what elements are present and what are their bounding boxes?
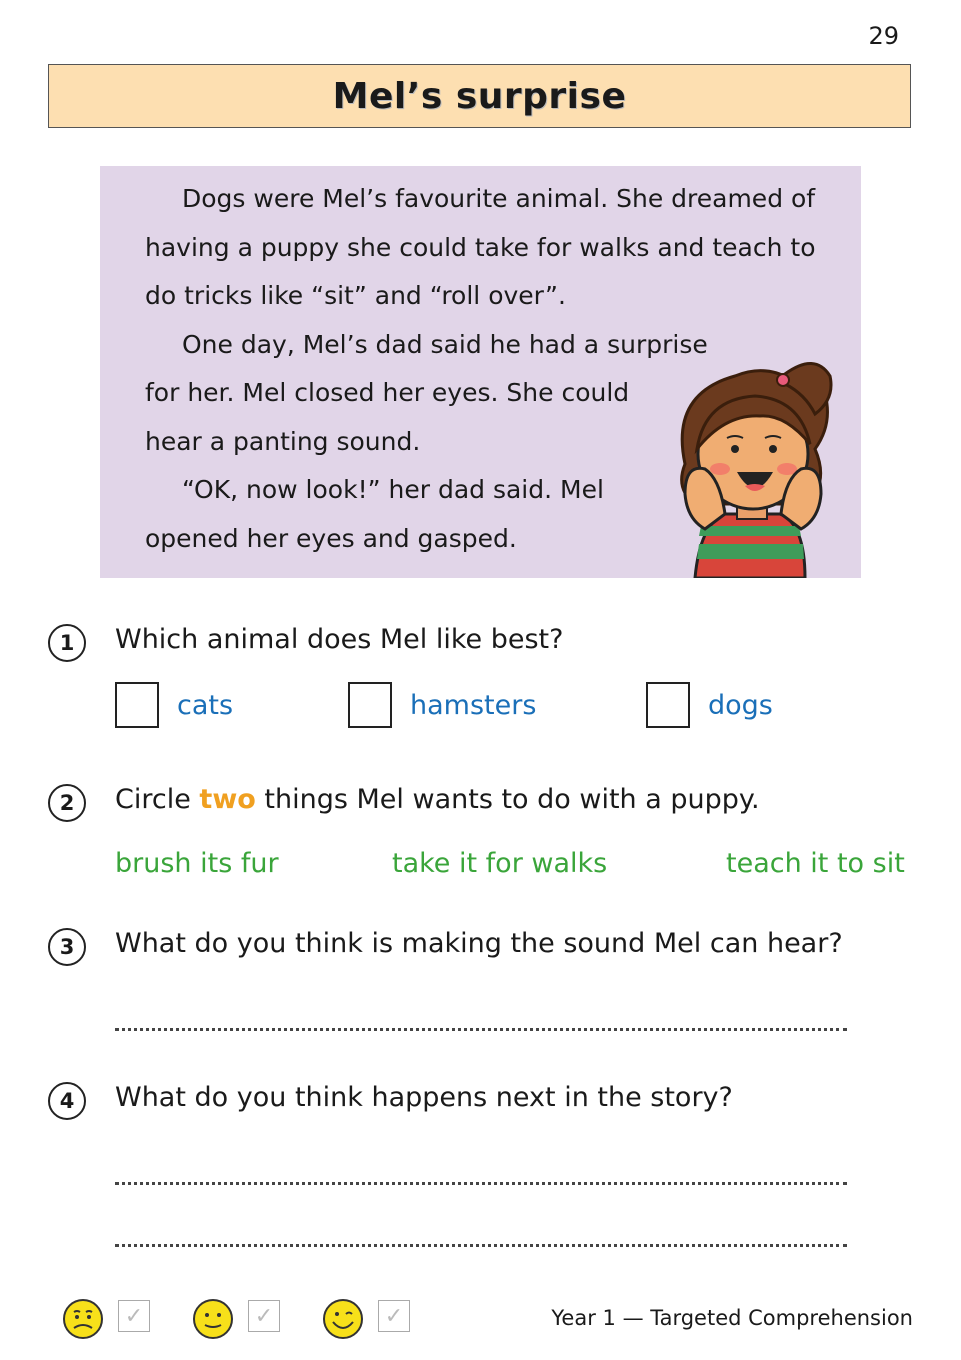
answer-option-cats[interactable] [115,682,233,728]
question-text-before: Circle [115,784,200,815]
option-label: dogs [708,689,773,721]
story-line: having a puppy she could take for walks and teach to [145,233,816,262]
check-icon[interactable]: ✓ [118,1300,150,1332]
question-text: What do you think happens next in the story? [115,1082,733,1113]
answer-line[interactable] [115,1244,847,1247]
circle-option-sit[interactable]: teach it to sit [726,848,905,879]
story-line: opened her eyes and gasped. [145,524,517,553]
question-number: 4 [48,1082,86,1120]
question-number: 2 [48,784,86,822]
circle-option-brush[interactable]: brush its fur [115,848,279,879]
footer-text: Year 1 — Targeted Comprehension [551,1306,913,1330]
checkbox[interactable] [348,682,392,728]
question-text: Which animal does Mel like best? [115,624,564,655]
highlight-word: two [199,784,256,815]
question-text-after: things Mel wants to do with a puppy. [255,784,760,815]
check-icon[interactable]: ✓ [378,1300,410,1332]
answer-option-hamsters[interactable] [348,682,536,728]
question-number: 1 [48,624,86,662]
answer-option-dogs[interactable] [646,682,773,728]
story-line: “OK, now look!” her dad said. Mel [182,475,604,504]
option-label: cats [177,689,234,721]
circle-option-walks[interactable]: take it for walks [392,848,608,879]
title-bar [48,64,911,128]
story-line: hear a panting sound. [145,427,421,456]
question-text [115,784,760,815]
story-line: for her. Mel closed her eyes. She could [145,378,630,407]
story-line: One day, Mel’s dad said he had a surprise [182,330,708,359]
page-number: 29 [868,22,899,50]
check-icon[interactable]: ✓ [248,1300,280,1332]
sad-face-icon[interactable] [62,1298,104,1340]
answer-line[interactable] [115,1028,847,1031]
girl-illustration [665,354,835,578]
option-label: hamsters [410,689,537,721]
answer-line[interactable] [115,1182,847,1185]
story-line: Dogs were Mel’s favourite animal. She dreamed of [182,184,816,213]
checkbox[interactable] [646,682,690,728]
question-text: What do you think is making the sound Mel can hear? [115,928,843,959]
question-number: 3 [48,928,86,966]
happy-face-icon[interactable] [322,1298,364,1340]
page-title: Mel’s surprise [332,75,627,117]
neutral-face-icon[interactable] [192,1298,234,1340]
story-box [100,166,861,578]
checkbox[interactable] [115,682,159,728]
story-line: do tricks like “sit” and “roll over”. [145,281,566,310]
